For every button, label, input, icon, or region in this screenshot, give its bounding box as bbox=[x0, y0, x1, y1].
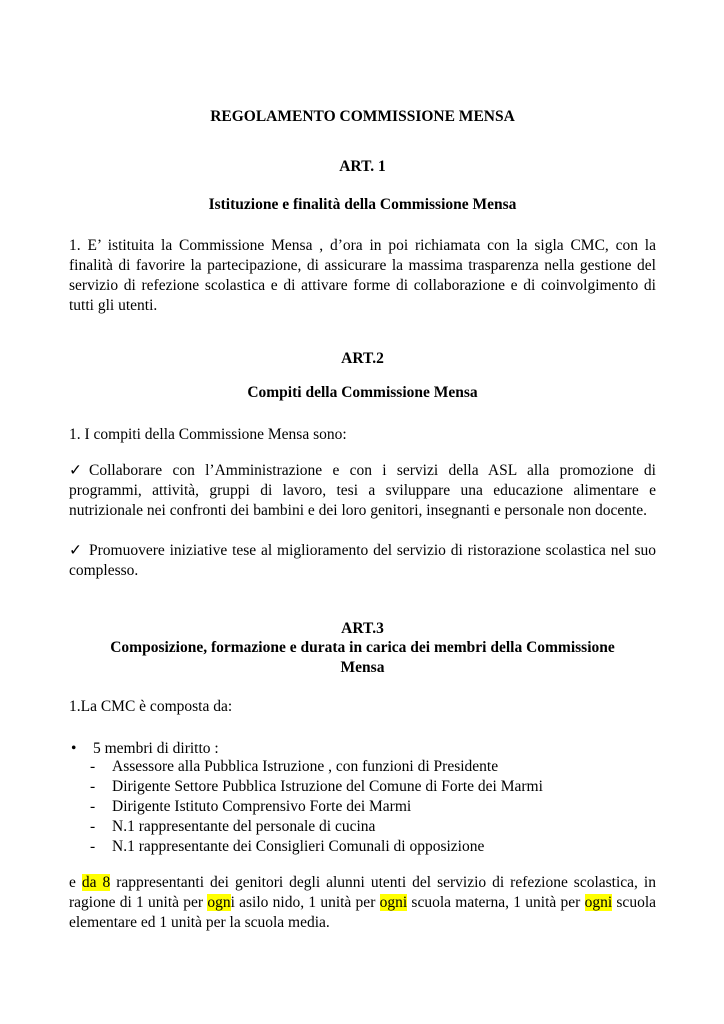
art3-subheading bbox=[69, 638, 656, 678]
member-text: Dirigente Settore Pubblica Istruzione del Comune di Forte dei Marmi bbox=[112, 778, 543, 795]
member-text: N.1 rappresentante dei Consiglieri Comunali di opposizione bbox=[112, 838, 485, 855]
art2-item-text: Collaborare con l’Amministrazione e con i servizi della ASL alla promozione di programmi, attività, gruppi di lavoro, tesi a sviluppare una educazione alimentare e nutrizionale nei confronti dei bambini e dei loro genitori, insegnanti e personale non docente. bbox=[69, 462, 656, 519]
art2-heading: ART.2 bbox=[341, 350, 384, 367]
art2-item bbox=[69, 541, 656, 581]
bullet-item bbox=[69, 739, 656, 759]
dash-icon: - bbox=[90, 778, 96, 795]
art3-subheading-line1: Composizione, formazione e durata in carica dei membri della Commissione bbox=[110, 639, 615, 656]
member-text: Assessore alla Pubblica Istruzione , con funzioni di Presidente bbox=[112, 758, 499, 775]
checkmark-icon: ✓ bbox=[69, 462, 82, 479]
dash-icon: - bbox=[90, 838, 96, 855]
highlighted-text: ogni bbox=[584, 894, 613, 911]
list-item bbox=[69, 817, 656, 837]
member-text: N.1 rappresentante del personale di cucina bbox=[112, 818, 376, 835]
highlighted-text: ogn bbox=[207, 894, 231, 911]
dash-icon: - bbox=[90, 758, 96, 775]
list-item bbox=[69, 777, 656, 797]
highlighted-text: ogni bbox=[379, 894, 408, 911]
art1-heading: ART. 1 bbox=[339, 158, 386, 175]
dash-icon: - bbox=[90, 798, 96, 815]
art2-subheading: Compiti della Commissione Mensa bbox=[247, 384, 478, 401]
art1-paragraph: 1. E’ istituita la Commissione Mensa , d’ora in poi richiamata con la sigla CMC, con la finalità di favorire la partecipazione, di assicurare la massima trasparenza nella gestione del servizio di refezione scolastica e di attivare forme di collaborazione e di coinvolgimento di tutti gli utenti. bbox=[69, 237, 656, 314]
members-list bbox=[69, 757, 656, 857]
art3-closing-paragraph bbox=[69, 873, 656, 933]
checkmark-icon: ✓ bbox=[69, 542, 82, 559]
member-text: Dirigente Istituto Comprensivo Forte dei Marmi bbox=[112, 798, 412, 815]
closing-text: scuola elementare ed 1 unità per la scuola media. bbox=[69, 894, 657, 931]
highlighted-text: da 8 bbox=[81, 874, 111, 891]
list-item bbox=[69, 837, 656, 857]
art3-intro: 1.La CMC è composta da: bbox=[69, 698, 233, 715]
bullet-icon: • bbox=[71, 740, 77, 757]
art2-item-text: Promuovere iniziative tese al miglioramento del servizio di ristorazione scolastica nel suo complesso. bbox=[69, 542, 656, 579]
art1-subheading: Istituzione e finalità della Commissione Mensa bbox=[208, 196, 517, 213]
art2-item bbox=[69, 461, 656, 521]
art2-intro: 1. I compiti della Commissione Mensa sono: bbox=[69, 426, 347, 443]
art3-heading: ART.3 bbox=[341, 620, 384, 637]
bullet-text: 5 membri di diritto : bbox=[93, 740, 219, 757]
document-title: REGOLAMENTO COMMISSIONE MENSA bbox=[210, 108, 515, 125]
closing-text: e bbox=[69, 874, 82, 891]
list-item bbox=[69, 757, 656, 777]
list-item bbox=[69, 797, 656, 817]
closing-text: rappresentanti dei genitori degli alunni utenti del servizio di refezione scolastica, in ragione di 1 unità per bbox=[69, 874, 656, 911]
art3-subheading-line2: Mensa bbox=[340, 659, 385, 676]
dash-icon: - bbox=[90, 818, 96, 835]
closing-text: i asilo nido, 1 unità per bbox=[230, 894, 380, 911]
closing-text: scuola materna, 1 unità per bbox=[407, 894, 585, 911]
